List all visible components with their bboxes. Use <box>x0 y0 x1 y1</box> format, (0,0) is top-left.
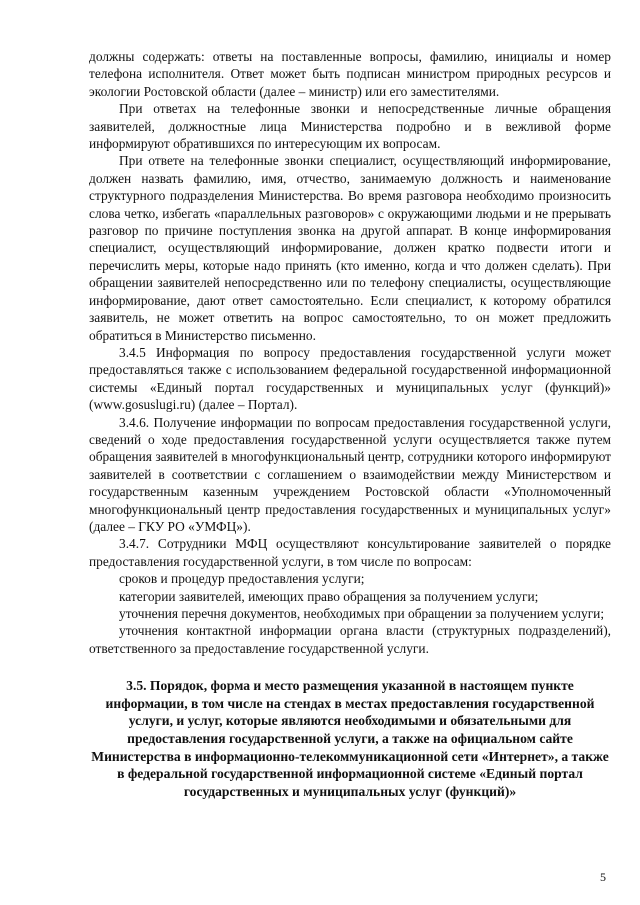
paragraph-3-4-7-mfc-consulting: 3.4.7. Сотрудники МФЦ осуществляют консультирование заявителей о порядке предоставления государственной услуги, в том числе по вопросам: <box>89 536 611 569</box>
list-item-contact-info: уточнения контактной информации органа власти (структурных подразделений), ответственного за предоставление государственной услуги. <box>89 623 611 656</box>
paragraph-3-4-5-portal: 3.4.5 Информация по вопросу предоставления государственной услуги может предоставляться также с использованием федеральной государственной информационной системы «Единый портал государственных и муниципальных услуг (функций)» (www.gosuslugi.ru) (далее – Портал). <box>89 344 611 413</box>
list-item-applicant-categories: категории заявителей, имеющих право обращения за получением услуги; <box>119 588 539 604</box>
paragraph-3-4-6-mfc: 3.4.6. Получение информации по вопросам предоставления государственной услуги, сведений о ходе предоставления государственной услуги осуществляется также путем обращения заявителей в многофункциональный центр, сотрудники которого информируют заявителей в соответствии с соглашением о взаимодействии между Министерством и государственным казенным учреждением Ростовской области «Уполномоченный многофункциональный центр предоставления государственных и муниципальных услуг» (далее – ГКУ РО «УМФЦ»). <box>89 414 611 534</box>
paragraph-response-content: должны содержать: ответы на поставленные вопросы, фамилию, инициалы и номер телефона исполнителя. Ответ может быть подписан министром природных ресурсов и экологии Ростовской области (далее – министр) или его заместителями. <box>89 49 611 99</box>
document-page <box>89 48 611 800</box>
page-number: 5 <box>600 870 606 884</box>
paragraph-phone-and-personal-requests: При ответах на телефонные звонки и непосредственные личные обращения заявителей, должностные лица Министерства подробно и в вежливой форме информируют обратившихся по интересующим их вопросам. <box>89 101 611 152</box>
paragraph-phone-call-procedure: При ответе на телефонные звонки специалист, осуществляющий информирование, должен назвать фамилию, имя, отчество, занимаемую должность и наименование структурного подразделения Министерства. Во время разговора необходимо произносить слова четко, избегать «параллельных разговоров» с окружающими людьми и не прерывать разговор по причине поступления звонка на другой аппарат. В конце информирования специалист, осуществляющий информирование, должен кратко подвести итоги и перечислить меры, которые надо принять (кто именно, когда и что должен сделать). При обращении заявителей непосредственно или по телефону специалисты, осуществляющие информирование, дают ответ самостоятельно. Если специалист, к которому обратился заявитель, не может ответить на вопрос самостоятельно, то он может предложить обратиться в Министерство письменно. <box>89 153 611 343</box>
list-item-document-list: уточнения перечня документов, необходимых при обращении за получением услуги; <box>119 606 605 621</box>
section-heading-3-5: 3.5. Порядок, форма и место размещения указанной в настоящем пункте информации, в том числе на стендах в местах предоставления государственной услуги, и услуг, которые являются необходимыми и обязательными для предоставления государственной услуги, а также на официальном сайте Министерства в информационно-телекоммуникационной сети «Интернет», а также в федеральной государственной информационной системе «Единый портал государственных и муниципальных услуг (функций)» <box>91 678 609 799</box>
list-item-deadlines: сроков и процедур предоставления услуги; <box>119 571 365 587</box>
